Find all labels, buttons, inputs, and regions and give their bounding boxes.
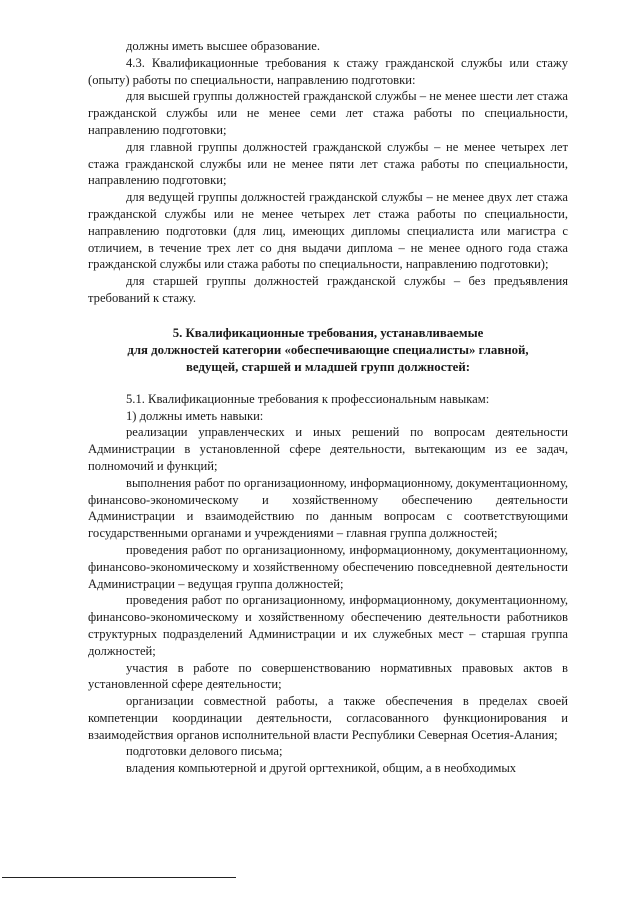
- paragraph-skill-computer: владения компьютерной и другой оргтехникой, общим, а в необходимых: [126, 761, 517, 776]
- paragraph-skill-senior-group: проведения работ по организационному, информационному, документационному, финансово-экономическому и хозяйственному обеспечению деятельности работников структурных подразделений Администрации и их служебных мест – старшая группа должностей;: [88, 593, 568, 658]
- paragraph-highest-group: для высшей группы должностей гражданской службы – не менее шести лет стажа гражданской службы или не менее семи лет стажа работы по специальности, направлению подготовки;: [88, 89, 568, 137]
- paragraph-skill-business-letter: подготовки делового письма;: [126, 744, 283, 759]
- paragraph-skill-regulatory: участия в работе по совершенствованию нормативных правовых актов в установленной сфере деятельности;: [88, 660, 568, 692]
- paragraph-5-1: 5.1. Квалификационные требования к профессиональным навыкам:: [126, 391, 490, 406]
- section-5-heading: [88, 325, 568, 376]
- heading-line-2: для должностей категории «обеспечивающие специалисты» главной,: [127, 342, 529, 357]
- paragraph-senior-group: для старшей группы должностей гражданской службы – без предъявления требований к стажу.: [88, 274, 568, 305]
- paragraph-skill-implementation: реализации управленческих и иных решений по вопросам деятельности Администрации в установленной сфере деятельности, вытекающим из ее задач, полномочий и функций;: [88, 425, 568, 473]
- paragraph-skill-leading-group: проведения работ по организационному, информационному, документационному, финансово-экономическому и хозяйственному обеспечению повседневной деятельности Администрации – ведущая группа должностей;: [88, 542, 568, 591]
- paragraph-4-3-heading: 4.3. Квалификационные требования к стажу гражданской службы или стажу (опыту) работы по специальности, направлению подготовки:: [88, 55, 568, 87]
- paragraph-skill-coordination: организации совместной работы, а также обеспечения в пределах своей компетенции координации деятельности, согласованного функционирования и взаимодействия органов исполнительной власти Республики Северная Осетия-Алания;: [88, 694, 568, 742]
- heading-line-3: ведущей, старшей и младшей групп должностей:: [186, 359, 470, 374]
- document-body: [88, 38, 568, 777]
- paragraph-leading-group: для ведущей группы должностей гражданской службы – не менее двух лет стажа гражданской службы или не менее четырех лет стажа работы по специальности, направлению подготовки (для лиц, имеющих дипломы специалиста или магистра с отличием, в течение трех лет со дня выдачи диплома – не менее одного года стажа гражданской службы или стажа работы по специальности, направлению подготовки);: [88, 190, 568, 272]
- heading-line-1: 5. Квалификационные требования, устанавливаемые: [172, 325, 484, 340]
- paragraph-main-group: для главной группы должностей гражданской службы – не менее четырех лет стажа гражданской службы или не менее пяти лет стажа работы по специальности, направлению подготовки;: [88, 139, 568, 188]
- footnote-divider: [2, 877, 236, 878]
- paragraph-skills-intro: 1) должны иметь навыки:: [126, 408, 264, 423]
- paragraph-skill-main-group: выполнения работ по организационному, информационному, документационному, финансово-экономическому и хозяйственному обеспечению деятельности Администрации и взаимодействию по данным вопросам с соответствующими государственными органами и учреждениями – главная группа должностей;: [88, 475, 568, 541]
- paragraph-education-requirement: должны иметь высшее образование.: [126, 39, 320, 53]
